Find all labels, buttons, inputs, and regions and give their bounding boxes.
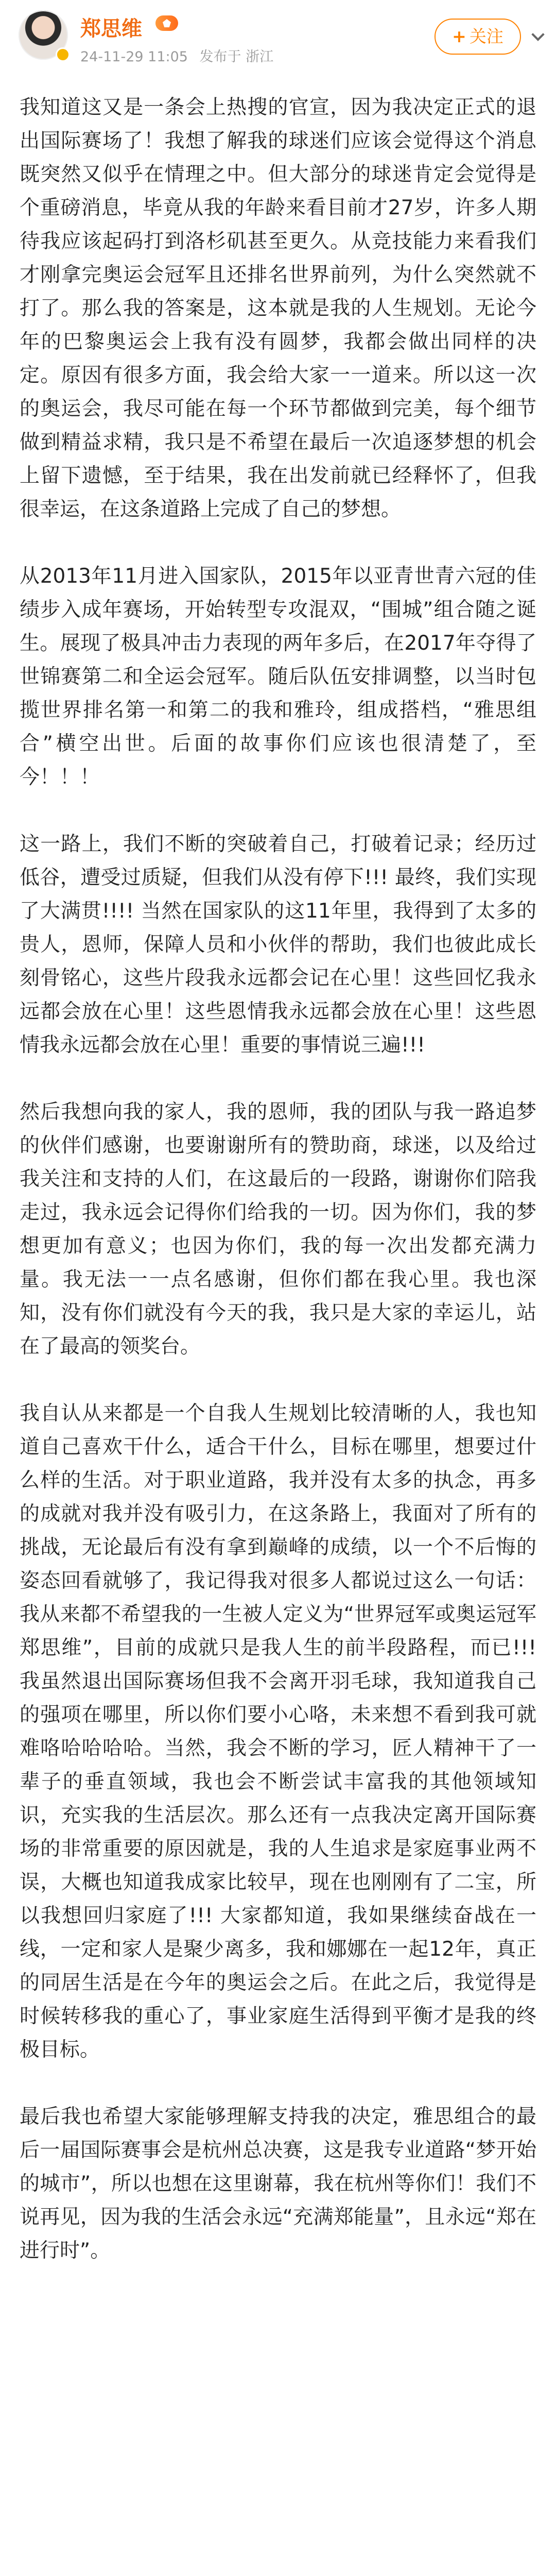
follow-button[interactable] [435, 19, 521, 55]
author-name[interactable]: 郑思维 [80, 17, 142, 41]
follow-label: 关注 [469, 26, 503, 46]
post-paragraph: 我知道这又是一条会上热搜的官宣，因为我决定正式的退出国际赛场了！我想了解我的球迷们应该会觉得这个消息既突然又似乎在情理之中。但大部分的球迷肯定会觉得是个重磅消息，毕竟从我的年龄来看目前才27岁，许多人期待我应该起码打到洛杉矶甚至更久。从竞技能力来看我们才刚拿完奥运会冠军且还排名世界前列，为什么突然就不打了。那么我的答案是，这本就是我的人生规划。无论今年的巴黎奥运会上我有没有圆梦，我都会做出同样的决定。原因有很多方面，我会给大家一一道来。所以这一次的奥运会，我尽可能在每一个环节都做到完美，每个细节做到精益求精，我只是不希望在最后一次追逐梦想的机会上留下遗憾，至于结果，我在出发前就已经释怀了，但我很幸运，在这条道路上完成了自己的梦想。 [20, 96, 536, 521]
post-meta [80, 45, 281, 65]
weibo-member-icon [155, 15, 178, 31]
post-paragraph: 这一路上，我们不断的突破着自己，打破着记录；经历过低谷，遭受过质疑，但我们从没有停下!!! 最终，我们实现了大满贯!!!! 当然在国家队的这11年里，我得到了太多的贵人，恩师，保障人员和小伙伴的帮助，我们也彼此成长刻骨铭心，这些片段我永远都会记在心里！这些回忆我永远都会放在心里！这些恩情我永远都会放在心里！这些恩情我永远都会放在心里！重要的事情说三遍!!! [20, 833, 536, 1057]
post-body [20, 91, 536, 2301]
chevron-down-icon[interactable] [527, 24, 548, 49]
post-source: 发布于 浙江 [199, 49, 274, 65]
post-time: 24-11-29 11:05 [80, 49, 188, 65]
verified-badge-icon [56, 47, 70, 62]
post-paragraph: 我自认从来都是一个自我人生规划比较清晰的人，我也知道自己喜欢干什么，适合干什么，目标在哪里，想要过什么样的生活。对于职业道路，我并没有太多的执念，再多的成就对我并没有吸引力，在这条路上，我面对了所有的挑战，无论最后有没有拿到巅峰的成绩，以一个不后悔的姿态回看就够了，我记得我对很多人都说过这么一句话：我从来都不希望我的一生被人定义为“世界冠军或奥运冠军郑思维”，目前的成就只是我人生的前半段路程，而已!!! 我虽然退出国际赛场但我不会离开羽毛球，我知道我自己的强项在哪里，所以你们要小心咯，未来想不看到我可就难咯哈哈哈哈。当然，我会不断的学习，匠人精神干了一辈子的垂直领域，我也会不断尝试丰富我的其他领域知识，充实我的生活层次。那么还有一点我决定离开国际赛场的非常重要的原因就是，我的人生追求是家庭事业两不误，大概也知道我成家比较早，现在也刚刚有了二宝，所以我想回归家庭了!!! 大家都知道，我如果继续奋战在一线，一定和家人是聚少离多，我和娜娜在一起12年，真正的同居生活是在今年的奥运会之后。在此之后，我觉得是时候转移我的重心了，事业家庭生活得到平衡才是我的终极目标。 [20, 1402, 536, 2061]
post-paragraph: 最后我也希望大家能够理解支持我的决定，雅思组合的最后一届国际赛事会是杭州总决赛，这是我专业道路“梦开始的城市”，所以也想在这里谢幕，我在杭州等你们！我们不说再见，因为我的生活会永远“充满郑能量”，且永远“郑在进行时”。 [20, 2105, 536, 2262]
post-paragraph: 从2013年11月进入国家队，2015年以亚青世青六冠的佳绩步入成年赛场，开始转型专攻混双，“围城”组合随之诞生。展现了极具冲击力表现的两年多后，在2017年夺得了世锦赛第二和全运会冠军。随后队伍安排调整，以当时包揽世界排名第一和第二的我和雅玲，组成搭档，“雅思组合”横空出世。后面的故事你们应该也很清楚了，至今！！！ [20, 565, 536, 789]
post-paragraph: 然后我想向我的家人，我的恩师，我的团队与我一路追梦的伙伴们感谢，也要谢谢所有的赞助商，球迷，以及给过我关注和支持的人们，在这最后的一段路，谢谢你们陪我走过，我永远会记得你们给我的一切。因为你们，我的梦想更加有意义；也因为你们，我的每一次出发都充满力量。我无法一一点名感谢，但你们都在我心里。我也深知，没有你们就没有今天的我，我只是大家的幸运儿，站在了最高的领奖台。 [20, 1100, 536, 1358]
plus-icon: + [452, 26, 466, 46]
post-header [0, 0, 556, 77]
